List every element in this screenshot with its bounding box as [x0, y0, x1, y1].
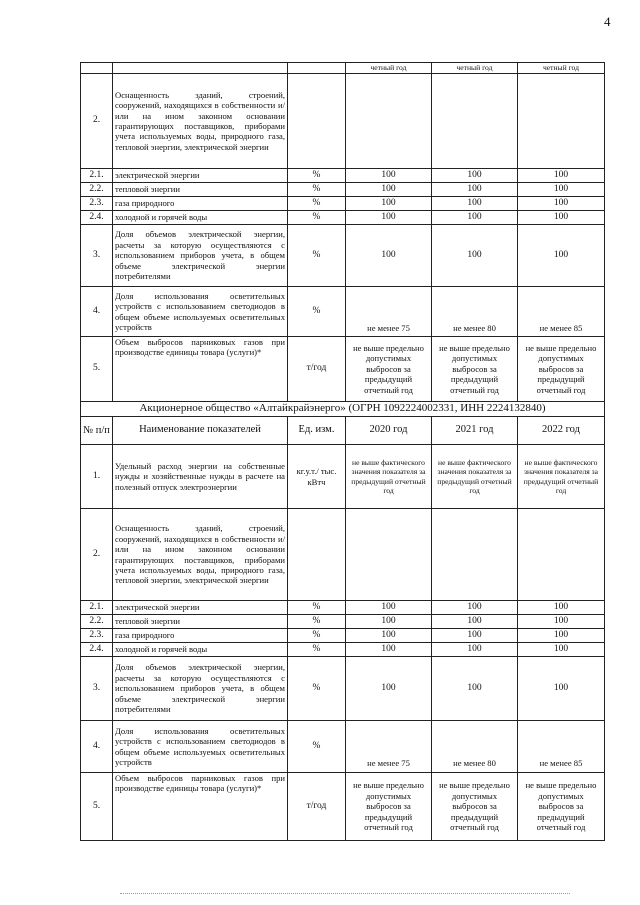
value-2020: не выше фактического значения показателя за предыдущий отчетный год — [346, 445, 432, 509]
indicator-name: Оснащенность зданий, строений, сооружений, находящихся в собственности и/или на ином законном основании гарантирующих поставщиков, приборами учета используемых воды, природного газа, тепловой энергии, электрической энергии — [113, 74, 288, 169]
header-number: № п/п — [81, 417, 113, 445]
value-2020: 100 — [346, 197, 432, 211]
row-number: 4. — [81, 721, 113, 773]
value-2021: 100 — [432, 225, 518, 287]
value-2021: 100 — [432, 169, 518, 183]
unit-cell: % — [288, 287, 346, 337]
unit-cell: % — [288, 601, 346, 615]
unit-cell: % — [288, 657, 346, 721]
value-2020: 100 — [346, 643, 432, 657]
value-2021: 100 — [432, 643, 518, 657]
value-2020: 100 — [346, 615, 432, 629]
value-2022: 100 — [518, 657, 605, 721]
indicator-name: тепловой энергии — [113, 615, 288, 629]
table-row — [81, 183, 605, 197]
indicators-table — [80, 62, 605, 841]
continued-header-row — [81, 63, 605, 74]
indicator-name: Доля объемов электрической энергии, расчеты за которую осуществляются с использованием приборов учета, в общем объеме электрической энергии потребителями — [113, 657, 288, 721]
row-number: 2.3. — [81, 197, 113, 211]
table-row — [81, 773, 605, 841]
unit-cell: % — [288, 629, 346, 643]
value-2021: не выше предельно допустимых выбросов за предыдущий отчетный год — [432, 773, 518, 841]
value-2020: 100 — [346, 225, 432, 287]
header-year-cell: четный год — [432, 63, 518, 74]
table-row — [81, 509, 605, 601]
value-2022: не менее 85 — [518, 721, 605, 773]
row-number: 1. — [81, 445, 113, 509]
unit-cell: % — [288, 197, 346, 211]
unit-cell: т/год — [288, 337, 346, 402]
indicator-name: Объем выбросов парниковых газов при производстве единицы товара (услуги)* — [113, 773, 288, 841]
unit-cell: % — [288, 615, 346, 629]
header-2022: 2022 год — [518, 417, 605, 445]
header-name: Наименование показателей — [113, 417, 288, 445]
table-row — [81, 643, 605, 657]
row-number: 2.1. — [81, 601, 113, 615]
indicator-name: Доля объемов электрической энергии, расчеты за которую осуществляются с использованием приборов учета, в общем объеме электрической энергии потребителями — [113, 225, 288, 287]
value-2021: 100 — [432, 657, 518, 721]
header-year-cell: четный год — [346, 63, 432, 74]
value-2022: не выше фактического значения показателя за предыдущий отчетный год — [518, 445, 605, 509]
organization-row — [81, 402, 605, 417]
value-2022: 100 — [518, 225, 605, 287]
value-2021: 100 — [432, 183, 518, 197]
indicator-name: Оснащенность зданий, строений, сооружений, находящихся в собственности и/или на ином законном основании гарантирующих поставщиков, приборами учета используемых воды, природного газа, тепловой энергии, электрической энергии — [113, 509, 288, 601]
value-2020: не выше предельно допустимых выбросов за предыдущий отчетный год — [346, 773, 432, 841]
table-row — [81, 225, 605, 287]
table-row — [81, 629, 605, 643]
table-header-row — [81, 417, 605, 445]
value-2020 — [346, 74, 432, 169]
value-2020: не менее 75 — [346, 287, 432, 337]
row-number: 3. — [81, 225, 113, 287]
value-2021: не выше предельно допустимых выбросов за предыдущий отчетный год — [432, 337, 518, 402]
value-2022: 100 — [518, 601, 605, 615]
value-2022 — [518, 509, 605, 601]
row-number: 5. — [81, 337, 113, 402]
value-2020: 100 — [346, 211, 432, 225]
row-number: 3. — [81, 657, 113, 721]
row-number: 2.4. — [81, 211, 113, 225]
table-row — [81, 445, 605, 509]
value-2020: 100 — [346, 629, 432, 643]
table-row — [81, 601, 605, 615]
unit-cell — [288, 509, 346, 601]
table-row — [81, 657, 605, 721]
row-number: 2.3. — [81, 629, 113, 643]
indicator-name: Доля использования осветительных устройств с использованием светодиодов в общем объеме используемых осветительных устройств — [113, 721, 288, 773]
indicator-name: Удельный расход энергии на собственные нужды и хозяйственные нужды в расчете на полезный отпуск электроэнергии — [113, 445, 288, 509]
value-2020 — [346, 509, 432, 601]
value-2021: 100 — [432, 211, 518, 225]
value-2020: не выше предельно допустимых выбросов за предыдущий отчетный год — [346, 337, 432, 402]
table-row — [81, 721, 605, 773]
row-number: 2.2. — [81, 183, 113, 197]
indicator-name: электрической энергии — [113, 169, 288, 183]
value-2021: не менее 80 — [432, 721, 518, 773]
indicator-name: Объем выбросов парниковых газов при производстве единицы товара (услуги)* — [113, 337, 288, 402]
indicator-name: газа природного — [113, 629, 288, 643]
table-row — [81, 169, 605, 183]
value-2021 — [432, 74, 518, 169]
row-number: 2.4. — [81, 643, 113, 657]
unit-cell: % — [288, 211, 346, 225]
row-number: 2.2. — [81, 615, 113, 629]
indicator-name: холодной и горячей воды — [113, 211, 288, 225]
value-2022: не менее 85 — [518, 287, 605, 337]
table-row — [81, 287, 605, 337]
row-number: 4. — [81, 287, 113, 337]
table-row — [81, 615, 605, 629]
value-2022: 100 — [518, 183, 605, 197]
header-year-cell: четный год — [518, 63, 605, 74]
value-2021: не выше фактического значения показателя за предыдущий отчетный год — [432, 445, 518, 509]
header-2021: 2021 год — [432, 417, 518, 445]
header-cell — [288, 63, 346, 74]
value-2022: 100 — [518, 211, 605, 225]
indicator-name: тепловой энергии — [113, 183, 288, 197]
value-2022: не выше предельно допустимых выбросов за предыдущий отчетный год — [518, 337, 605, 402]
indicator-name: холодной и горячей воды — [113, 643, 288, 657]
value-2022: 100 — [518, 629, 605, 643]
value-2020: не менее 75 — [346, 721, 432, 773]
unit-cell: % — [288, 169, 346, 183]
organization-title: Акционерное общество «Алтайкрайэнерго» (ОГРН 1092224002331, ИНН 2224132840) — [81, 402, 605, 417]
value-2020: 100 — [346, 183, 432, 197]
value-2022: не выше предельно допустимых выбросов за предыдущий отчетный год — [518, 773, 605, 841]
indicator-name: газа природного — [113, 197, 288, 211]
value-2021: 100 — [432, 615, 518, 629]
row-number: 5. — [81, 773, 113, 841]
unit-cell: % — [288, 721, 346, 773]
table-row — [81, 337, 605, 402]
unit-cell — [288, 74, 346, 169]
header-unit: Ед. изм. — [288, 417, 346, 445]
value-2021: 100 — [432, 197, 518, 211]
indicator-name: электрической энергии — [113, 601, 288, 615]
unit-cell: т/год — [288, 773, 346, 841]
unit-cell: кг.у.т./ тыс. кВтч — [288, 445, 346, 509]
unit-cell: % — [288, 643, 346, 657]
value-2021: 100 — [432, 629, 518, 643]
unit-cell: % — [288, 225, 346, 287]
table-row — [81, 197, 605, 211]
page-bottom-edge — [120, 893, 570, 894]
value-2021 — [432, 509, 518, 601]
value-2021: не менее 80 — [432, 287, 518, 337]
page-number: 4 — [604, 14, 611, 29]
indicator-name: Доля использования осветительных устройств с использованием светодиодов в общем объеме используемых осветительных устройств — [113, 287, 288, 337]
header-cell — [81, 63, 113, 74]
value-2022: 100 — [518, 169, 605, 183]
value-2021: 100 — [432, 601, 518, 615]
row-number: 2. — [81, 74, 113, 169]
table-row — [81, 74, 605, 169]
value-2022 — [518, 74, 605, 169]
header-2020: 2020 год — [346, 417, 432, 445]
value-2022: 100 — [518, 615, 605, 629]
value-2020: 100 — [346, 657, 432, 721]
value-2020: 100 — [346, 169, 432, 183]
table-row — [81, 211, 605, 225]
value-2022: 100 — [518, 643, 605, 657]
value-2022: 100 — [518, 197, 605, 211]
unit-cell: % — [288, 183, 346, 197]
value-2020: 100 — [346, 601, 432, 615]
row-number: 2. — [81, 509, 113, 601]
row-number: 2.1. — [81, 169, 113, 183]
header-cell — [113, 63, 288, 74]
